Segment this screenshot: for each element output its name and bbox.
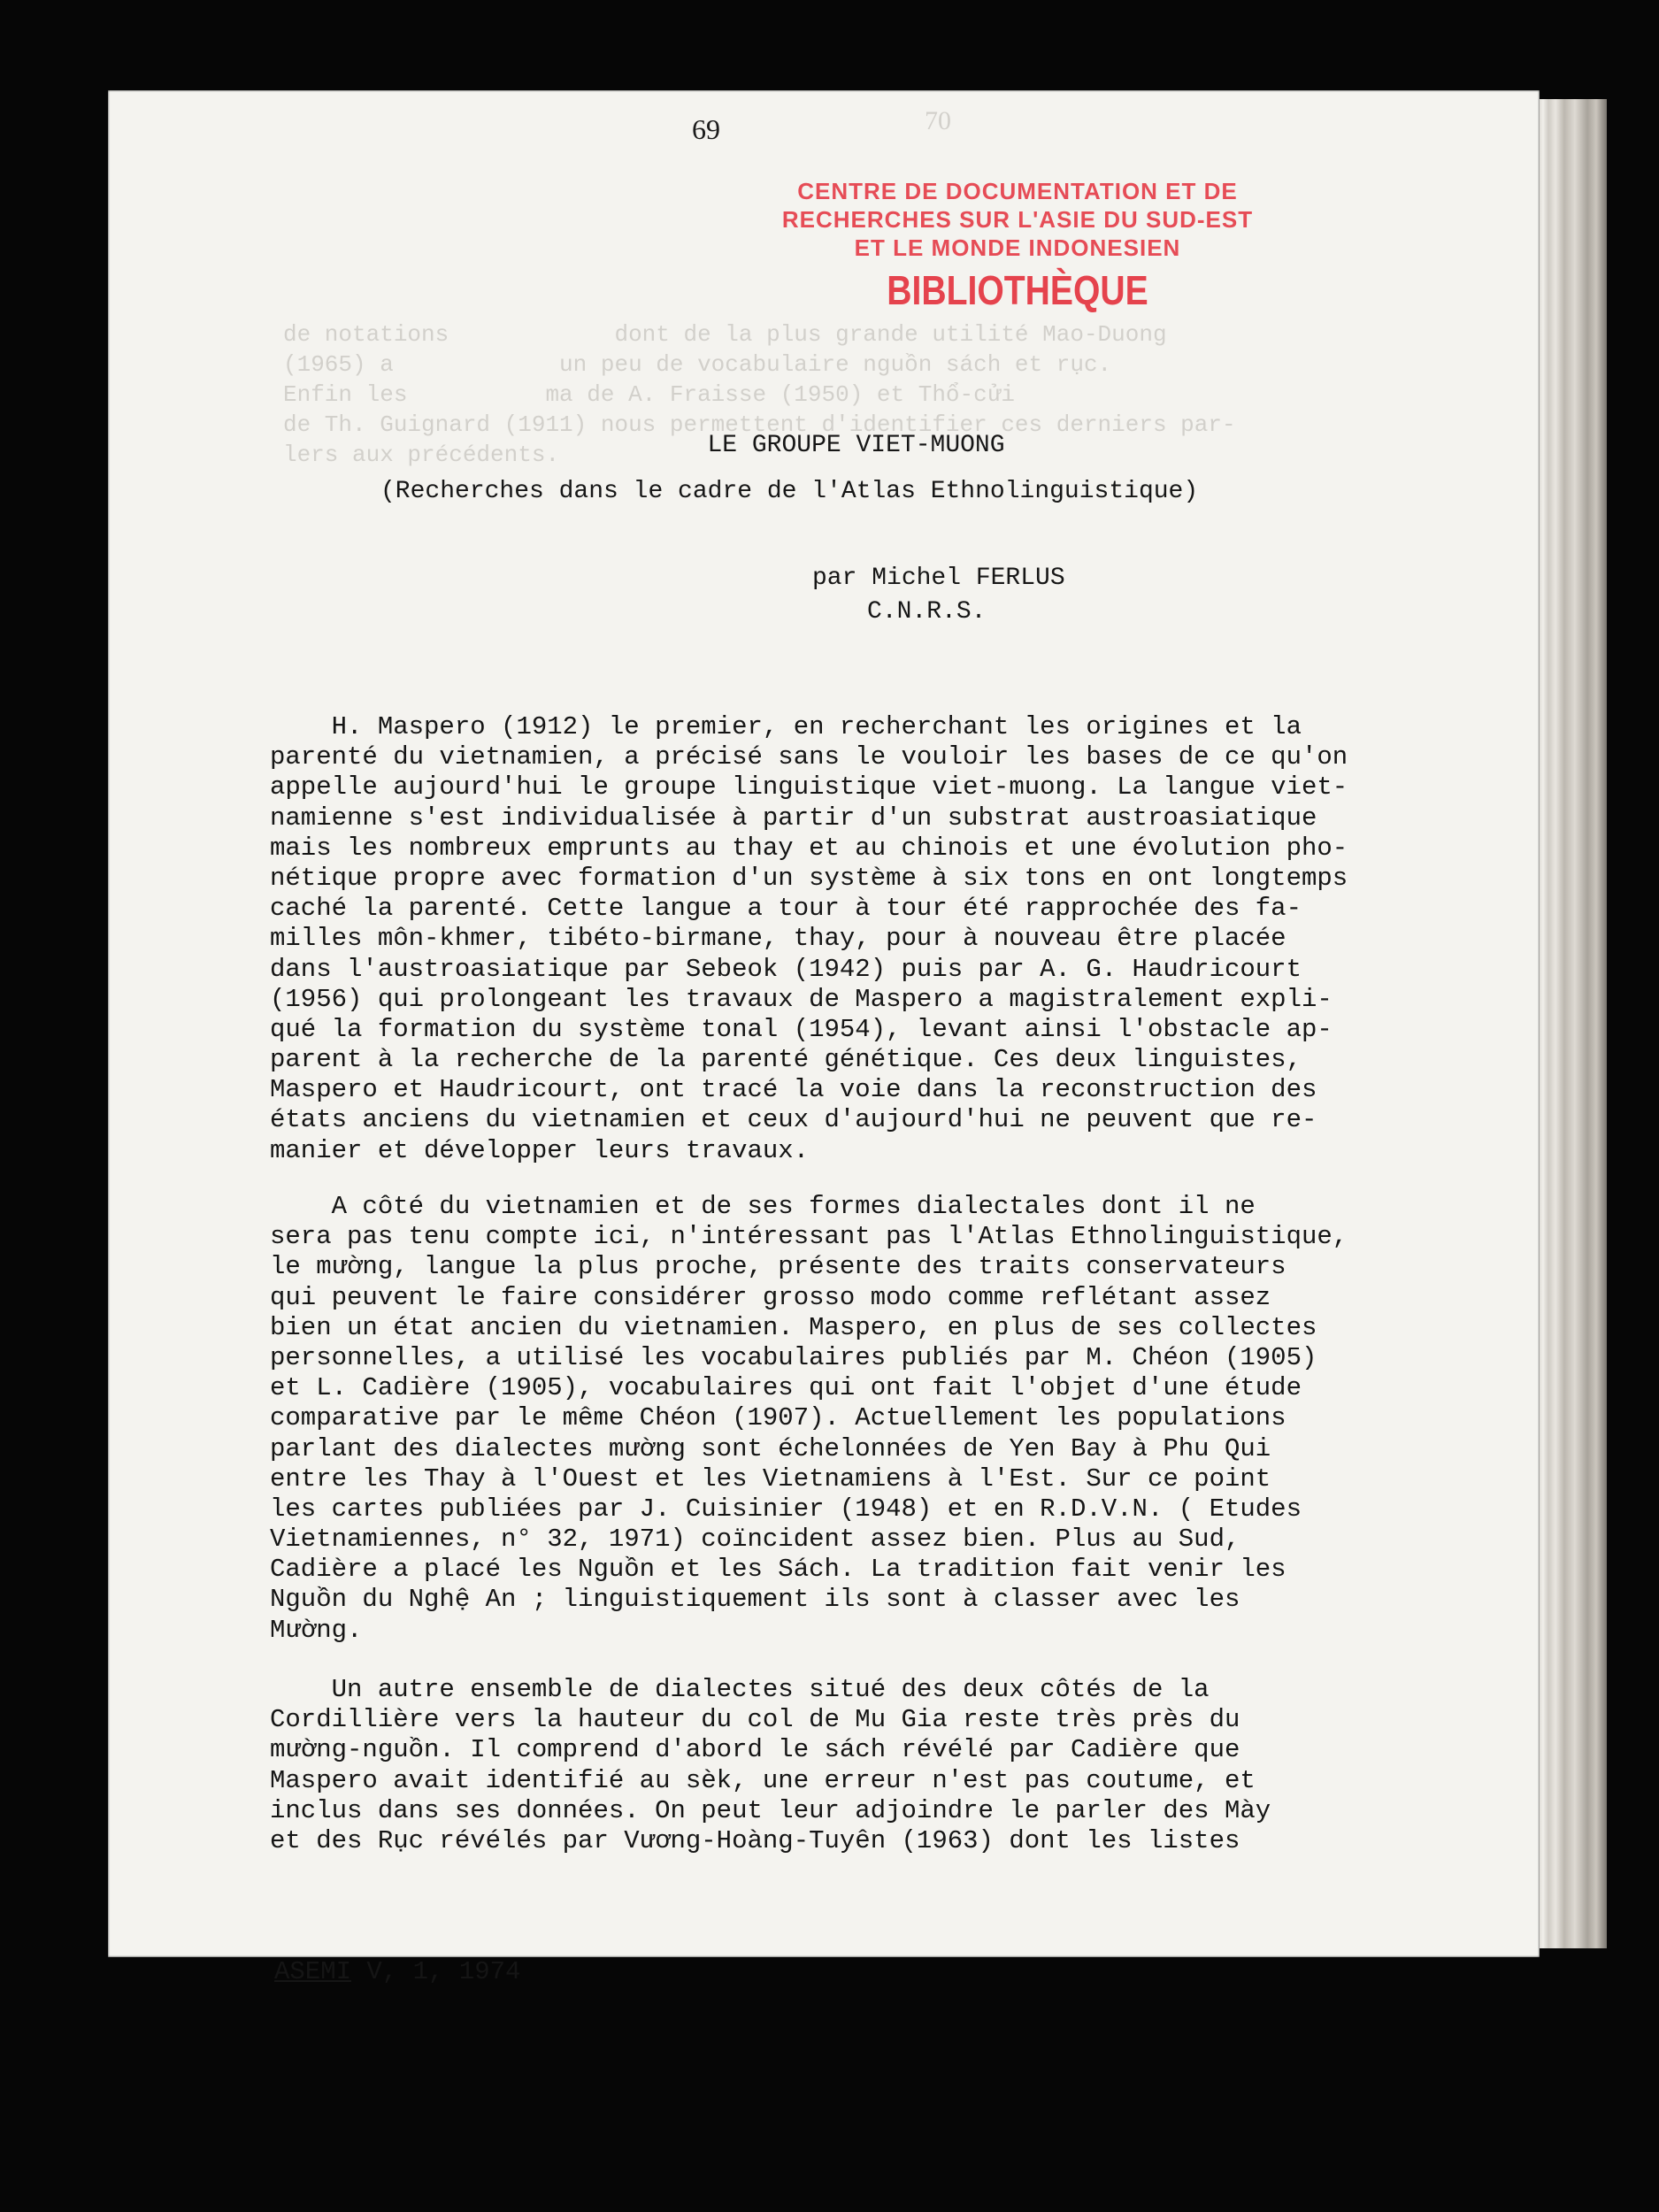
bleed-through-line: de notations dont de la plus grande utilité Mao-Duong	[283, 321, 1167, 348]
bleed-through-line: de Th. Guignard (1911) nous permettent d'identifier ces derniers par-	[283, 411, 1236, 438]
text-line: qui peuvent le faire considérer grosso modo comme reflétant assez	[270, 1282, 1271, 1312]
text-line: parenté du vietnamien, a précisé sans le vouloir les bases de ce qu'on	[270, 742, 1348, 772]
text-line: parlant des dialectes mường sont échelonnées de Yen Bay à Phu Qui	[270, 1433, 1271, 1463]
text-line: namienne s'est individualisée à partir d'un substrat austroasiatique	[270, 803, 1317, 833]
text-line: mais les nombreux emprunts au thay et au chinois et une évolution pho-	[270, 833, 1348, 863]
text-line: nétique propre avec formation d'un système à six tons en ont longtemps	[270, 863, 1348, 893]
bleed-through-line: (1965) a un peu de vocabulaire nguồn sách et rục.	[283, 351, 1112, 378]
stamp-library: BIBLIOTHÈQUE	[887, 267, 1148, 313]
article-affiliation: C.N.R.S.	[867, 598, 987, 626]
text-line: personnelles, a utilisé les vocabulaires publiés par M. Chéon (1905)	[270, 1342, 1317, 1372]
text-line: et L. Cadière (1905), vocabulaires qui ont fait l'objet d'une étude	[270, 1373, 1302, 1403]
text-line: Cadière a placé les Nguồn et les Sách. La tradition fait venir les	[270, 1555, 1286, 1585]
journal-issue: V, 1, 1974	[351, 1957, 521, 1986]
text-line: Un autre ensemble de dialectes situé des deux côtés de la	[270, 1675, 1210, 1704]
text-line: Maspero et Haudricourt, ont tracé la voie dans la reconstruction des	[270, 1075, 1317, 1105]
article-title: LE GROUPE VIET-MUONG	[707, 432, 1005, 459]
journal-footer	[274, 1957, 520, 1986]
library-stamp	[770, 177, 1265, 317]
bleed-through-line: lers aux précédents.	[283, 442, 560, 468]
text-line: les cartes publiées par J. Cuisinier (1948) et en R.D.V.N. ( Etudes	[270, 1494, 1302, 1524]
text-line: caché la parenté. Cette langue a tour à tour été rapprochée des fa-	[270, 894, 1302, 924]
text-line: H. Maspero (1912) le premier, en recherchant les origines et la	[270, 712, 1302, 741]
text-line: sera pas tenu compte ici, n'intéressant pas l'Atlas Ethnolinguistique,	[270, 1222, 1348, 1252]
text-line: A côté du vietnamien et de ses formes dialectales dont il ne	[270, 1192, 1256, 1221]
text-line: Nguồn du Nghệ An ; linguistiquement ils sont à classer avec les	[270, 1585, 1240, 1615]
text-line: Mường.	[270, 1615, 363, 1645]
article-subtitle: (Recherches dans le cadre de l'Atlas Ethnolinguistique)	[380, 478, 1199, 505]
bleed-through-page-number: 70	[925, 106, 951, 135]
paragraph-2	[270, 1192, 1509, 1646]
text-line: états anciens du vietnamien et ceux d'aujourd'hui ne peuvent que re-	[270, 1105, 1317, 1135]
text-line: (1956) qui prolongeant les travaux de Maspero a magistralement expli-	[270, 984, 1333, 1014]
text-line: dans l'austroasiatique par Sebeok (1942) puis par A. G. Haudricourt	[270, 954, 1302, 984]
text-line: milles môn-khmer, tibéto-birmane, thay, pour à nouveau être placée	[270, 924, 1286, 954]
text-line: parent à la recherche de la parenté génétique. Ces deux linguistes,	[270, 1045, 1302, 1075]
paragraph-1	[270, 712, 1509, 1166]
text-line: Cordillière vers la hauteur du col de Mu Gia reste très près du	[270, 1705, 1240, 1735]
text-line: inclus dans ses données. On peut leur adjoindre le parler des Mày	[270, 1795, 1271, 1825]
stamp-line: RECHERCHES SUR L'ASIE DU SUD-EST	[781, 206, 1254, 233]
text-line: Vietnamiennes, n° 32, 1971) coïncident assez bien. Plus au Sud,	[270, 1525, 1240, 1555]
text-line: bien un état ancien du vietnamien. Maspero, en plus de ses collectes	[270, 1312, 1317, 1342]
book-spine-edge	[1538, 99, 1607, 1948]
paragraph-3	[270, 1675, 1509, 1856]
stamp-line: ET LE MONDE INDONESIEN	[854, 234, 1181, 261]
text-line: appelle aujourd'hui le groupe linguistique viet-muong. La langue viet-	[270, 772, 1348, 803]
text-line: Maspero avait identifié au sèk, une erreur n'est pas coutume, et	[270, 1765, 1256, 1795]
text-line: comparative par le même Chéon (1907). Actuellement les populations	[270, 1403, 1286, 1433]
text-line: le mường, langue la plus proche, présente des traits conservateurs	[270, 1252, 1286, 1282]
journal-name: ASEMI	[274, 1957, 352, 1986]
text-line: entre les Thay à l'Ouest et les Vietnamiens à l'Est. Sur ce point	[270, 1463, 1271, 1494]
text-line: et des Rục révélés par Vương-Hoàng-Tuyên (1963) dont les listes	[270, 1825, 1240, 1855]
article-author: par Michel FERLUS	[812, 565, 1065, 592]
stamp-line: CENTRE DE DOCUMENTATION ET DE	[797, 178, 1238, 204]
bleed-through-line: Enfin les ma de A. Fraisse (1950) et Thổ-cửi	[283, 381, 1015, 408]
text-line: manier et développer leurs travaux.	[270, 1135, 810, 1165]
text-line: mường-nguồn. Il comprend d'abord le sách révélé par Cadière que	[270, 1735, 1240, 1765]
text-line: qué la formation du système tonal (1954), levant ainsi l'obstacle ap-	[270, 1014, 1333, 1044]
page-number: 69	[692, 113, 720, 145]
